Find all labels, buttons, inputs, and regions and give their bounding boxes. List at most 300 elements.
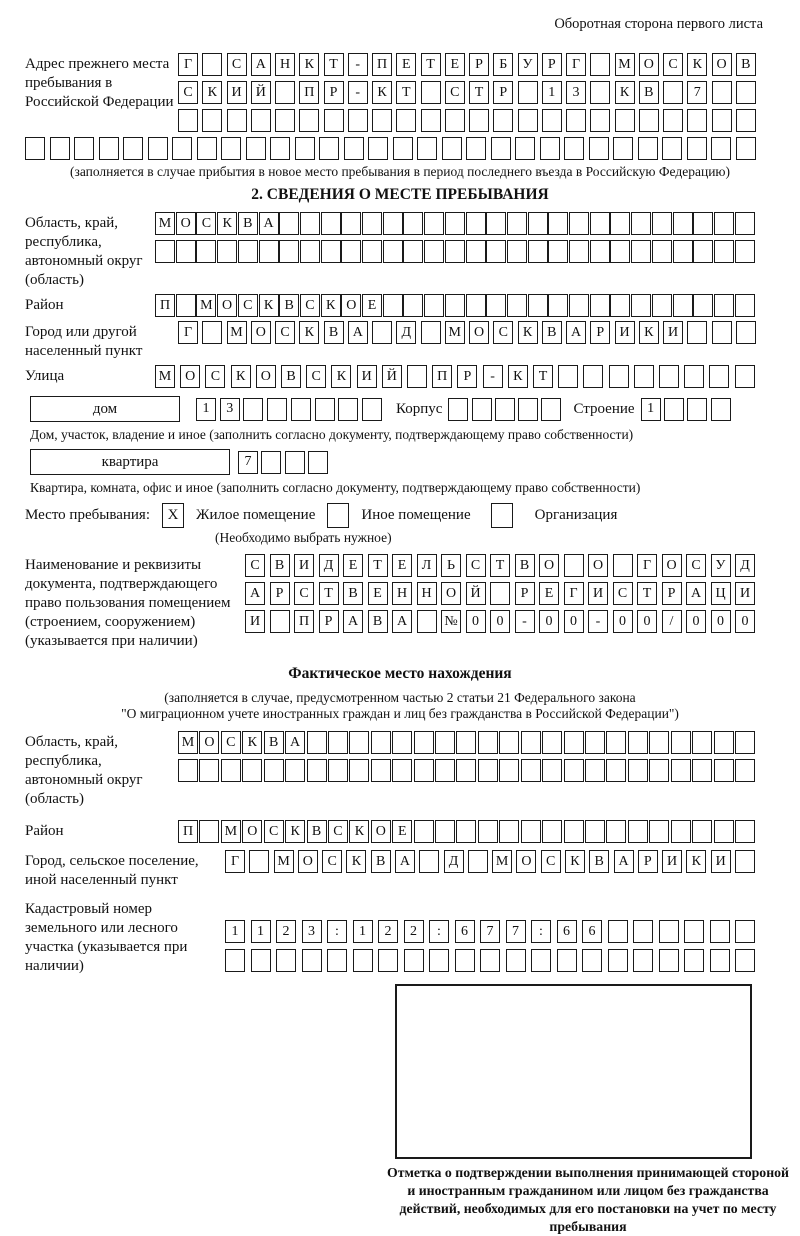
char-box[interactable] bbox=[521, 731, 541, 754]
char-box[interactable] bbox=[495, 398, 515, 421]
char-box[interactable]: У bbox=[711, 554, 731, 577]
checkbox-inoe[interactable] bbox=[327, 503, 349, 528]
char-box[interactable]: А bbox=[343, 610, 363, 633]
char-box[interactable]: Р bbox=[515, 582, 535, 605]
char-box[interactable]: В bbox=[238, 212, 258, 235]
char-box[interactable] bbox=[285, 451, 305, 474]
char-box[interactable] bbox=[176, 240, 196, 263]
char-box[interactable]: К bbox=[217, 212, 237, 235]
char-box[interactable]: М bbox=[615, 53, 635, 76]
char-box[interactable] bbox=[251, 949, 271, 972]
char-box[interactable]: В bbox=[736, 53, 756, 76]
char-box[interactable] bbox=[279, 212, 299, 235]
char-box[interactable]: Г bbox=[178, 53, 198, 76]
char-box[interactable] bbox=[417, 610, 437, 633]
char-box[interactable]: : bbox=[429, 920, 449, 943]
char-box[interactable] bbox=[486, 240, 506, 263]
char-box[interactable]: К bbox=[231, 365, 251, 388]
char-box[interactable] bbox=[518, 398, 538, 421]
char-box[interactable]: К bbox=[242, 731, 262, 754]
char-box[interactable] bbox=[424, 240, 444, 263]
char-box[interactable] bbox=[246, 137, 266, 160]
char-box[interactable]: О bbox=[539, 554, 559, 577]
char-box[interactable] bbox=[217, 240, 237, 263]
char-box[interactable]: О bbox=[441, 582, 461, 605]
char-box[interactable] bbox=[608, 949, 628, 972]
char-box[interactable] bbox=[227, 109, 247, 132]
char-box[interactable]: 6 bbox=[455, 920, 475, 943]
char-box[interactable] bbox=[712, 81, 732, 104]
char-box[interactable]: К bbox=[299, 53, 319, 76]
char-box[interactable]: 1 bbox=[542, 81, 562, 104]
char-box[interactable]: С bbox=[196, 212, 216, 235]
char-box[interactable]: Т bbox=[319, 582, 339, 605]
char-box[interactable] bbox=[710, 949, 730, 972]
char-box[interactable]: 0 bbox=[735, 610, 755, 633]
char-box[interactable] bbox=[564, 554, 584, 577]
char-box[interactable] bbox=[341, 212, 361, 235]
char-box[interactable]: Т bbox=[396, 81, 416, 104]
char-box[interactable] bbox=[261, 451, 281, 474]
char-box[interactable]: К bbox=[686, 850, 706, 873]
char-box[interactable]: М bbox=[274, 850, 294, 873]
char-box[interactable]: М bbox=[221, 820, 241, 843]
char-box[interactable] bbox=[569, 240, 589, 263]
char-box[interactable] bbox=[735, 212, 755, 235]
char-box[interactable] bbox=[362, 398, 382, 421]
char-box[interactable] bbox=[693, 212, 713, 235]
char-box[interactable]: П bbox=[178, 820, 198, 843]
char-box[interactable]: Д bbox=[444, 850, 464, 873]
char-box[interactable] bbox=[606, 820, 626, 843]
char-box[interactable]: У bbox=[518, 53, 538, 76]
char-box[interactable] bbox=[270, 137, 290, 160]
char-box[interactable] bbox=[735, 949, 755, 972]
char-box[interactable]: К bbox=[565, 850, 585, 873]
char-box[interactable]: В bbox=[542, 321, 562, 344]
char-box[interactable] bbox=[711, 137, 731, 160]
char-box[interactable] bbox=[736, 109, 756, 132]
char-box[interactable]: М bbox=[155, 365, 175, 388]
char-box[interactable] bbox=[714, 294, 734, 317]
char-box[interactable]: 0 bbox=[613, 610, 633, 633]
char-box[interactable]: Р bbox=[319, 610, 339, 633]
char-box[interactable] bbox=[414, 731, 434, 754]
char-box[interactable]: Т bbox=[469, 81, 489, 104]
char-box[interactable]: И bbox=[227, 81, 247, 104]
char-box[interactable] bbox=[692, 731, 712, 754]
char-box[interactable] bbox=[383, 240, 403, 263]
char-box[interactable]: 2 bbox=[276, 920, 296, 943]
char-box[interactable]: С bbox=[541, 850, 561, 873]
char-box[interactable] bbox=[714, 212, 734, 235]
char-box[interactable] bbox=[264, 759, 284, 782]
char-box[interactable]: С bbox=[238, 294, 258, 317]
char-box[interactable]: Р bbox=[469, 53, 489, 76]
char-box[interactable] bbox=[673, 294, 693, 317]
char-box[interactable] bbox=[564, 759, 584, 782]
char-box[interactable] bbox=[652, 294, 672, 317]
char-box[interactable] bbox=[221, 137, 241, 160]
char-box[interactable]: А bbox=[251, 53, 271, 76]
char-box[interactable]: С bbox=[221, 731, 241, 754]
char-box[interactable] bbox=[176, 294, 196, 317]
char-box[interactable]: О bbox=[180, 365, 200, 388]
char-box[interactable] bbox=[735, 920, 755, 943]
char-box[interactable] bbox=[315, 398, 335, 421]
char-box[interactable] bbox=[371, 759, 391, 782]
char-box[interactable]: И bbox=[357, 365, 377, 388]
char-box[interactable] bbox=[472, 398, 492, 421]
char-box[interactable]: О bbox=[712, 53, 732, 76]
char-box[interactable]: Т bbox=[637, 582, 657, 605]
char-box[interactable]: Г bbox=[178, 321, 198, 344]
char-box[interactable] bbox=[468, 850, 488, 873]
char-box[interactable] bbox=[649, 759, 669, 782]
char-box[interactable]: И bbox=[663, 321, 683, 344]
char-box[interactable] bbox=[466, 212, 486, 235]
char-box[interactable] bbox=[687, 398, 707, 421]
char-box[interactable]: А bbox=[285, 731, 305, 754]
char-box[interactable] bbox=[455, 949, 475, 972]
char-box[interactable] bbox=[392, 731, 412, 754]
char-box[interactable]: В bbox=[270, 554, 290, 577]
char-box[interactable] bbox=[456, 820, 476, 843]
char-box[interactable] bbox=[372, 109, 392, 132]
char-box[interactable]: К bbox=[259, 294, 279, 317]
checkbox-organizatsiya[interactable] bbox=[491, 503, 513, 528]
char-box[interactable] bbox=[445, 240, 465, 263]
char-box[interactable] bbox=[528, 294, 548, 317]
char-box[interactable] bbox=[518, 109, 538, 132]
char-box[interactable] bbox=[507, 294, 527, 317]
char-box[interactable] bbox=[590, 81, 610, 104]
char-box[interactable] bbox=[687, 137, 707, 160]
char-box[interactable]: И bbox=[294, 554, 314, 577]
char-box[interactable]: № bbox=[441, 610, 461, 633]
char-box[interactable]: 7 bbox=[506, 920, 526, 943]
char-box[interactable] bbox=[652, 240, 672, 263]
char-box[interactable] bbox=[445, 212, 465, 235]
char-box[interactable] bbox=[421, 81, 441, 104]
char-box[interactable] bbox=[466, 240, 486, 263]
char-box[interactable] bbox=[712, 109, 732, 132]
char-box[interactable] bbox=[285, 759, 305, 782]
char-box[interactable] bbox=[528, 240, 548, 263]
char-box[interactable] bbox=[606, 759, 626, 782]
char-box[interactable] bbox=[557, 949, 577, 972]
char-box[interactable] bbox=[404, 949, 424, 972]
char-box[interactable] bbox=[542, 820, 562, 843]
char-box[interactable] bbox=[671, 820, 691, 843]
char-box[interactable] bbox=[710, 920, 730, 943]
char-box[interactable] bbox=[659, 920, 679, 943]
char-box[interactable] bbox=[353, 949, 373, 972]
char-box[interactable]: Р bbox=[662, 582, 682, 605]
char-box[interactable]: О bbox=[242, 820, 262, 843]
char-box[interactable] bbox=[362, 240, 382, 263]
char-box[interactable]: К bbox=[518, 321, 538, 344]
char-box[interactable] bbox=[197, 137, 217, 160]
char-box[interactable] bbox=[178, 109, 198, 132]
char-box[interactable] bbox=[564, 731, 584, 754]
char-box[interactable]: С bbox=[493, 321, 513, 344]
char-box[interactable] bbox=[349, 731, 369, 754]
char-box[interactable] bbox=[709, 365, 729, 388]
char-box[interactable] bbox=[692, 759, 712, 782]
char-box[interactable] bbox=[291, 398, 311, 421]
char-box[interactable]: С bbox=[306, 365, 326, 388]
char-box[interactable] bbox=[276, 949, 296, 972]
char-box[interactable] bbox=[609, 365, 629, 388]
char-box[interactable]: : bbox=[531, 920, 551, 943]
char-box[interactable]: 0 bbox=[711, 610, 731, 633]
char-box[interactable] bbox=[585, 820, 605, 843]
char-box[interactable] bbox=[299, 109, 319, 132]
char-box[interactable] bbox=[456, 759, 476, 782]
char-box[interactable] bbox=[528, 212, 548, 235]
char-box[interactable]: С bbox=[613, 582, 633, 605]
char-box[interactable] bbox=[238, 240, 258, 263]
char-box[interactable]: В bbox=[589, 850, 609, 873]
char-box[interactable]: Г bbox=[564, 582, 584, 605]
char-box[interactable] bbox=[225, 949, 245, 972]
char-box[interactable] bbox=[478, 820, 498, 843]
char-box[interactable]: Т bbox=[490, 554, 510, 577]
char-box[interactable] bbox=[321, 212, 341, 235]
char-box[interactable] bbox=[328, 759, 348, 782]
char-box[interactable]: В bbox=[307, 820, 327, 843]
char-box[interactable]: 2 bbox=[404, 920, 424, 943]
char-box[interactable]: М bbox=[445, 321, 465, 344]
char-box[interactable]: : bbox=[327, 920, 347, 943]
char-box[interactable] bbox=[631, 294, 651, 317]
char-box[interactable] bbox=[671, 759, 691, 782]
char-box[interactable] bbox=[663, 109, 683, 132]
char-box[interactable] bbox=[662, 137, 682, 160]
char-box[interactable]: С bbox=[294, 582, 314, 605]
char-box[interactable] bbox=[542, 731, 562, 754]
char-box[interactable]: М bbox=[196, 294, 216, 317]
char-box[interactable] bbox=[736, 321, 756, 344]
char-box[interactable] bbox=[199, 820, 219, 843]
char-box[interactable] bbox=[610, 240, 630, 263]
char-box[interactable] bbox=[348, 109, 368, 132]
char-box[interactable] bbox=[392, 759, 412, 782]
char-box[interactable] bbox=[403, 212, 423, 235]
char-box[interactable]: С bbox=[466, 554, 486, 577]
char-box[interactable] bbox=[659, 365, 679, 388]
char-box[interactable]: - bbox=[483, 365, 503, 388]
char-box[interactable]: С bbox=[445, 81, 465, 104]
char-box[interactable] bbox=[279, 240, 299, 263]
char-box[interactable] bbox=[499, 759, 519, 782]
char-box[interactable]: С bbox=[322, 850, 342, 873]
char-box[interactable]: - bbox=[348, 53, 368, 76]
char-box[interactable]: М bbox=[178, 731, 198, 754]
char-box[interactable] bbox=[243, 398, 263, 421]
char-box[interactable]: В bbox=[324, 321, 344, 344]
char-box[interactable]: Г bbox=[637, 554, 657, 577]
char-box[interactable]: К bbox=[508, 365, 528, 388]
char-box[interactable]: Д bbox=[319, 554, 339, 577]
char-box[interactable] bbox=[383, 212, 403, 235]
char-box[interactable] bbox=[123, 137, 143, 160]
char-box[interactable] bbox=[542, 759, 562, 782]
char-box[interactable] bbox=[684, 365, 704, 388]
char-box[interactable] bbox=[736, 81, 756, 104]
char-box[interactable] bbox=[424, 212, 444, 235]
char-box[interactable]: - bbox=[348, 81, 368, 104]
char-box[interactable]: С bbox=[178, 81, 198, 104]
char-box[interactable]: С bbox=[227, 53, 247, 76]
char-box[interactable] bbox=[74, 137, 94, 160]
char-box[interactable]: Г bbox=[225, 850, 245, 873]
char-box[interactable]: 1 bbox=[641, 398, 661, 421]
char-box[interactable]: Д bbox=[396, 321, 416, 344]
char-box[interactable] bbox=[421, 321, 441, 344]
char-box[interactable] bbox=[478, 731, 498, 754]
char-box[interactable] bbox=[548, 294, 568, 317]
char-box[interactable]: Н bbox=[417, 582, 437, 605]
char-box[interactable] bbox=[499, 731, 519, 754]
char-box[interactable] bbox=[448, 398, 468, 421]
char-box[interactable]: Е bbox=[539, 582, 559, 605]
char-box[interactable] bbox=[349, 759, 369, 782]
char-box[interactable]: И bbox=[615, 321, 635, 344]
char-box[interactable] bbox=[435, 731, 455, 754]
char-box[interactable]: Ь bbox=[441, 554, 461, 577]
char-box[interactable]: И bbox=[735, 582, 755, 605]
char-box[interactable]: 1 bbox=[225, 920, 245, 943]
char-box[interactable]: Т bbox=[368, 554, 388, 577]
char-box[interactable]: Й bbox=[251, 81, 271, 104]
char-box[interactable]: Б bbox=[493, 53, 513, 76]
char-box[interactable] bbox=[414, 759, 434, 782]
char-box[interactable]: О bbox=[217, 294, 237, 317]
char-box[interactable] bbox=[569, 294, 589, 317]
char-box[interactable] bbox=[362, 212, 382, 235]
char-box[interactable] bbox=[566, 109, 586, 132]
char-box[interactable]: Т bbox=[421, 53, 441, 76]
checkbox-zhiloe[interactable]: X bbox=[162, 503, 184, 528]
char-box[interactable]: К bbox=[639, 321, 659, 344]
char-box[interactable] bbox=[712, 321, 732, 344]
char-box[interactable] bbox=[628, 731, 648, 754]
char-box[interactable] bbox=[275, 109, 295, 132]
char-box[interactable] bbox=[652, 212, 672, 235]
char-box[interactable] bbox=[649, 820, 669, 843]
char-box[interactable] bbox=[518, 81, 538, 104]
char-box[interactable]: И bbox=[662, 850, 682, 873]
char-box[interactable]: Л bbox=[417, 554, 437, 577]
char-box[interactable] bbox=[507, 212, 527, 235]
char-box[interactable]: Й bbox=[382, 365, 402, 388]
char-box[interactable]: С bbox=[275, 321, 295, 344]
char-box[interactable]: С bbox=[328, 820, 348, 843]
char-box[interactable]: 1 bbox=[251, 920, 271, 943]
char-box[interactable] bbox=[585, 759, 605, 782]
char-box[interactable] bbox=[628, 759, 648, 782]
char-box[interactable]: Р bbox=[270, 582, 290, 605]
char-box[interactable]: 3 bbox=[220, 398, 240, 421]
char-box[interactable]: П bbox=[372, 53, 392, 76]
char-box[interactable] bbox=[590, 53, 610, 76]
char-box[interactable] bbox=[564, 137, 584, 160]
char-box[interactable]: 1 bbox=[353, 920, 373, 943]
char-box[interactable] bbox=[445, 109, 465, 132]
char-box[interactable] bbox=[569, 212, 589, 235]
char-box[interactable] bbox=[275, 81, 295, 104]
char-box[interactable] bbox=[582, 949, 602, 972]
char-box[interactable] bbox=[548, 212, 568, 235]
char-box[interactable]: О bbox=[371, 820, 391, 843]
char-box[interactable]: С bbox=[205, 365, 225, 388]
char-box[interactable]: П bbox=[294, 610, 314, 633]
char-box[interactable] bbox=[506, 949, 526, 972]
char-box[interactable]: Ц bbox=[711, 582, 731, 605]
char-box[interactable] bbox=[659, 949, 679, 972]
char-box[interactable] bbox=[378, 949, 398, 972]
char-box[interactable]: 2 bbox=[378, 920, 398, 943]
char-box[interactable] bbox=[714, 240, 734, 263]
char-box[interactable] bbox=[613, 554, 633, 577]
char-box[interactable]: 6 bbox=[557, 920, 577, 943]
char-box[interactable] bbox=[50, 137, 70, 160]
char-box[interactable] bbox=[564, 820, 584, 843]
char-box[interactable]: А bbox=[686, 582, 706, 605]
char-box[interactable] bbox=[368, 137, 388, 160]
char-box[interactable] bbox=[735, 365, 755, 388]
char-box[interactable] bbox=[693, 294, 713, 317]
char-box[interactable] bbox=[327, 949, 347, 972]
char-box[interactable] bbox=[417, 137, 437, 160]
char-box[interactable] bbox=[178, 759, 198, 782]
char-box[interactable]: Г bbox=[566, 53, 586, 76]
char-box[interactable] bbox=[393, 137, 413, 160]
char-box[interactable] bbox=[372, 321, 392, 344]
char-box[interactable] bbox=[673, 240, 693, 263]
char-box[interactable] bbox=[735, 820, 755, 843]
char-box[interactable] bbox=[295, 137, 315, 160]
char-box[interactable] bbox=[466, 137, 486, 160]
char-box[interactable] bbox=[242, 759, 262, 782]
char-box[interactable]: С bbox=[300, 294, 320, 317]
char-box[interactable] bbox=[403, 294, 423, 317]
char-box[interactable] bbox=[172, 137, 192, 160]
char-box[interactable] bbox=[338, 398, 358, 421]
char-box[interactable] bbox=[558, 365, 578, 388]
char-box[interactable] bbox=[687, 109, 707, 132]
char-box[interactable] bbox=[270, 610, 290, 633]
char-box[interactable] bbox=[466, 294, 486, 317]
char-box[interactable] bbox=[735, 731, 755, 754]
char-box[interactable] bbox=[634, 365, 654, 388]
char-box[interactable] bbox=[507, 240, 527, 263]
char-box[interactable]: 3 bbox=[302, 920, 322, 943]
char-box[interactable] bbox=[429, 949, 449, 972]
char-box[interactable]: К bbox=[331, 365, 351, 388]
char-box[interactable] bbox=[199, 759, 219, 782]
char-box[interactable]: Р bbox=[324, 81, 344, 104]
char-box[interactable]: А bbox=[245, 582, 265, 605]
char-box[interactable] bbox=[540, 137, 560, 160]
char-box[interactable] bbox=[259, 240, 279, 263]
char-box[interactable]: Т bbox=[324, 53, 344, 76]
char-box[interactable]: О bbox=[256, 365, 276, 388]
char-box[interactable] bbox=[469, 109, 489, 132]
char-box[interactable] bbox=[735, 850, 755, 873]
